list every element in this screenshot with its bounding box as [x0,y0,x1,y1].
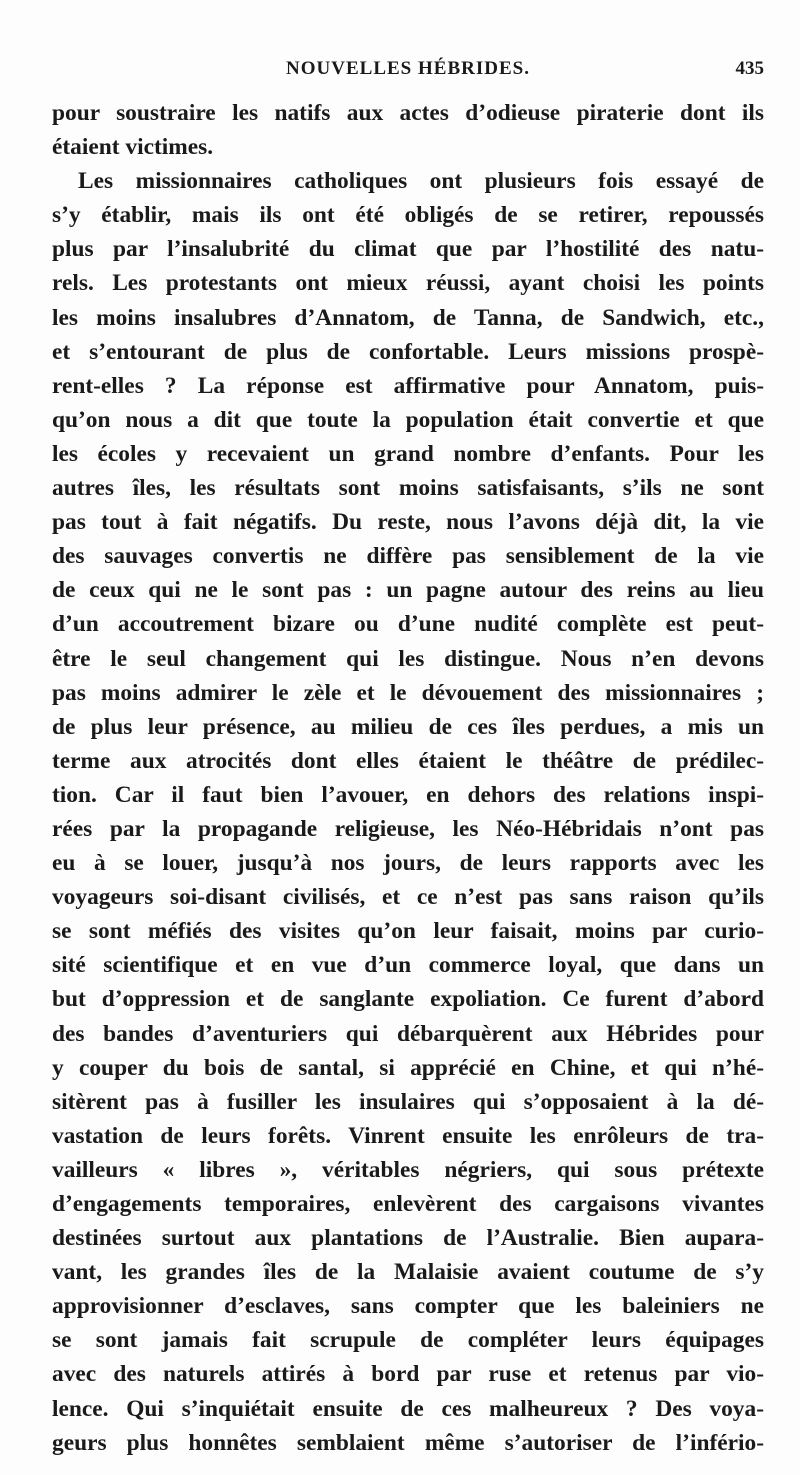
text-line: eu à se louer, jusqu’à nos jours, de leurs rapports avec les [52,850,764,877]
text-line: sité scientifique et en vue d’un commerce loyal, que dans un [52,952,764,979]
text-line: approvisionner d’esclaves, sans compter que les baleiniers ne [52,1293,764,1320]
text-line: les écoles y recevaient un grand nombre d’enfants. Pour les [52,440,764,467]
text-line: d’engagements temporaires, enlevèrent des cargaisons vivantes [52,1191,764,1217]
text-line: voyageurs soi-disant civilisés, et ce n’est pas sans raison qu’ils [52,884,764,911]
text-line: lence. Qui s’inquiétait ensuite de ces malheureux ? Des voya- [52,1395,764,1422]
text-line: Les missionnaires catholiques ont plusieurs fois essayé de [78,168,764,195]
text-line: les moins insalubres d’Annatom, de Tanna, de Sandwich, etc., [52,304,764,331]
body-text [52,96,764,1460]
running-head: NOUVELLES HÉBRIDES. [286,58,530,79]
text-line: vailleurs « libres », véritables négriers, qui sous prétexte [52,1156,764,1183]
text-line: et s’entourant de plus de confortable. Leurs missions prospè- [52,338,764,365]
text-line: pour soustraire les natifs aux actes d’odieuse piraterie dont ils [52,100,764,126]
text-line: des sauvages convertis ne diffère pas sensiblement de la vie [52,543,764,570]
text-line: de ceux qui ne le sont pas : un pagne autour des reins au lieu [52,577,764,604]
text-line: être le seul changement qui les distingue. Nous n’en devons [52,645,764,672]
text-line: des bandes d’aventuriers qui débarquèrent aux Hébrides pour [52,1020,764,1047]
page-number: 435 [735,58,764,79]
text-line: destinées surtout aux plantations de l’Australie. Bien aupara- [52,1225,764,1252]
text-line: qu’on nous a dit que toute la population était convertie et que [52,406,764,433]
text-line: se sont méfiés des visites qu’on leur faisait, moins par curio- [52,918,764,945]
text-line: geurs plus honnêtes semblaient même s’autoriser de l’infério- [52,1429,764,1456]
text-line: autres îles, les résultats sont moins satisfaisants, s’ils ne sont [52,475,764,502]
text-line: d’un accoutrement bizare ou d’une nudité complète est peut- [52,611,764,638]
text-line: sitèrent pas à fusiller les insulaires qui s’opposaient à la dé- [52,1088,764,1115]
text-line: rent-elles ? La réponse est affirmative pour Annatom, puis- [52,372,764,399]
text-line: de plus leur présence, au milieu de ces îles perdues, a mis un [52,713,764,740]
text-line: pas tout à fait négatifs. Du reste, nous l’avons déjà dit, la vie [52,509,764,536]
text-line: terme aux atrocités dont elles étaient le théâtre de prédilec- [52,747,764,774]
text-line: y couper du bois de santal, si apprécié en Chine, et qui n’hé- [52,1054,764,1081]
page-header [52,58,764,88]
text-line: vastation de leurs forêts. Vinrent ensuite les enrôleurs de tra- [52,1122,764,1149]
text-line: s’y établir, mais ils ont été obligés de se retirer, repoussés [52,202,764,229]
text-line: rels. Les protestants ont mieux réussi, ayant choisi les points [52,270,764,297]
text-line: vant, les grandes îles de la Malaisie avaient coutume de s’y [52,1259,764,1286]
text-line: but d’oppression et de sanglante expoliation. Ce furent d’abord [52,986,764,1013]
text-line: étaient victimes. [52,134,214,161]
text-line: tion. Car il faut bien l’avouer, en dehors des relations inspi- [52,781,764,808]
text-line: avec des naturels attirés à bord par ruse et retenus par vio- [52,1361,764,1388]
text-line: rées par la propagande religieuse, les Néo-Hébridais n’ont pas [52,815,764,842]
text-line: se sont jamais fait scrupule de compléter leurs équipages [52,1327,764,1354]
text-line: pas moins admirer le zèle et le dévouement des missionnaires ; [52,679,764,706]
text-line: plus par l’insalubrité du climat que par l’hostilité des natu- [52,236,764,263]
